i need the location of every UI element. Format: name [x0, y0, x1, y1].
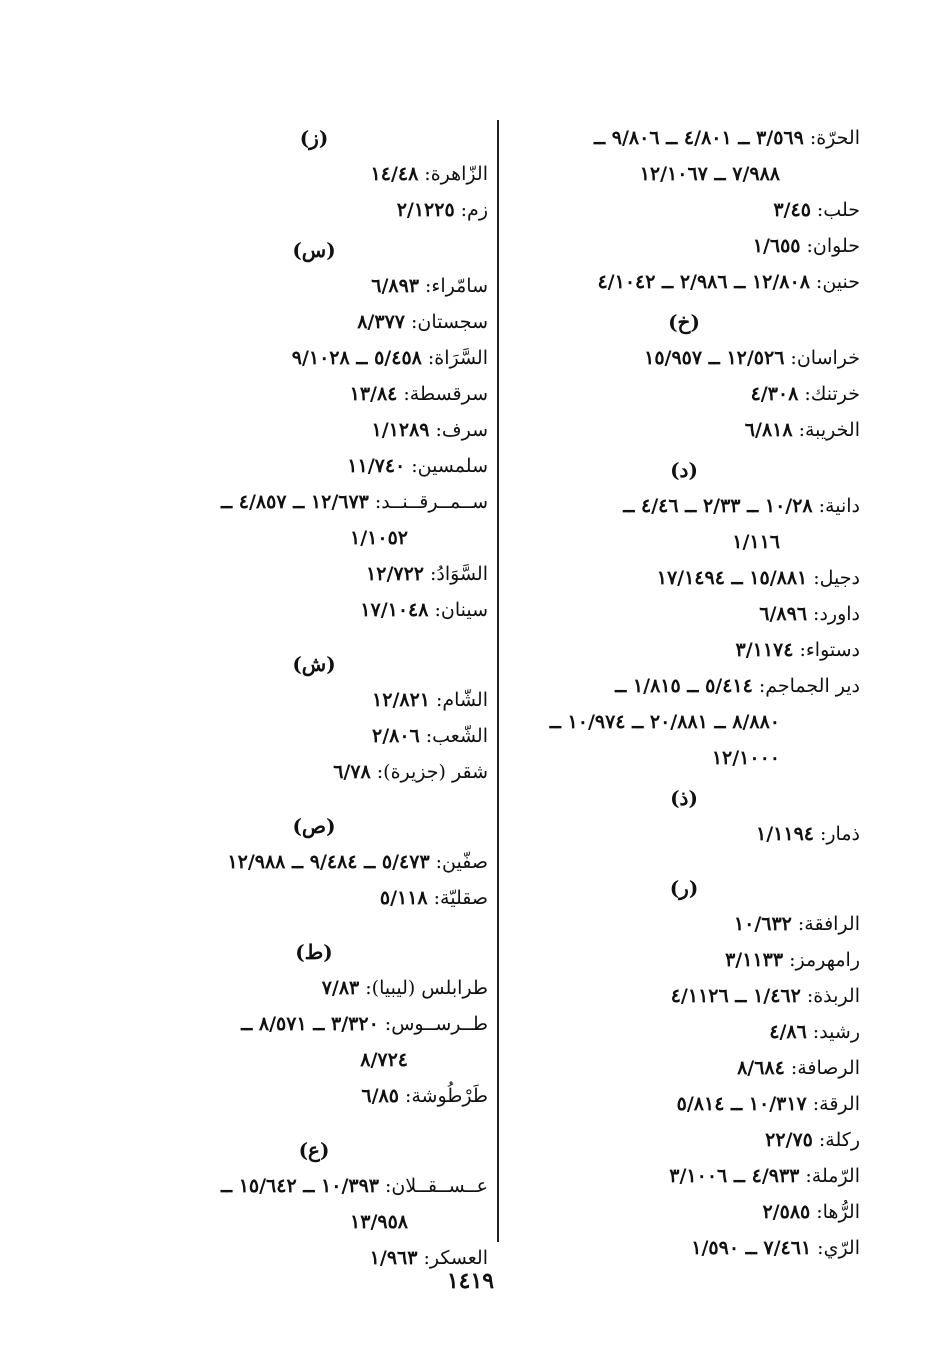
- index-entry: [140, 448, 488, 484]
- page-references: ٧/٤٦١ ــ ١/٥٩٠: [691, 1237, 812, 1259]
- place-name: شقر (جزيرة):: [376, 761, 488, 783]
- section-letter: (ش): [292, 652, 336, 676]
- page-references: ١٥/٨٨١ ــ ١٧/١٤٩٤: [656, 567, 808, 589]
- index-entry: [140, 268, 488, 304]
- page-references: ١/١١٩٤: [756, 823, 814, 845]
- index-entry: [508, 228, 860, 264]
- page-references: ٥/٤٥٨ ــ ٩/١٠٢٨: [291, 347, 422, 369]
- index-entry: [508, 1050, 860, 1086]
- page-references: ١/٤٦٢ ــ ٤/١١٢٦: [670, 985, 801, 1007]
- index-section: [508, 304, 860, 448]
- place-name: صقليّة:: [433, 887, 488, 909]
- page-references-continued: ١٢/١٠٠٠: [711, 747, 780, 769]
- page-references: ١٠/٣٩٣ ــ ١٥/٦٤٢ ــ: [220, 1175, 379, 1197]
- index-entry: [508, 1194, 860, 1230]
- place-name: سلمسين:: [411, 455, 488, 477]
- place-name: دير الجماجم:: [758, 675, 860, 697]
- index-entry: [508, 1230, 860, 1266]
- place-name: ركلة:: [818, 1129, 860, 1151]
- index-entry: [140, 156, 488, 192]
- index-entry: [508, 412, 860, 448]
- page-references: ٧/٨٣: [321, 977, 360, 999]
- index-entry: [508, 1122, 860, 1158]
- index-entry: [508, 120, 860, 156]
- page-references: ٣/١١٣٣: [725, 949, 784, 971]
- page-references: ٥/١١٨: [379, 887, 428, 909]
- index-entry: [140, 192, 488, 228]
- index-entry: [140, 970, 488, 1006]
- page-references-continued: ١/١١٦: [732, 531, 780, 553]
- index-entry: [140, 412, 488, 448]
- place-name: السَّوَادُ:: [430, 563, 488, 585]
- index-section: [140, 1132, 488, 1276]
- left-column: [140, 120, 488, 1280]
- page-references: ٢/١٢٢٥: [396, 199, 455, 221]
- page-references: ٦/٨١٨: [744, 419, 793, 441]
- page-references: ١٢/٨٠٨ ــ ٢/٩٨٦ ــ ٤/١٠٤٢: [597, 271, 810, 293]
- place-name: دجيل:: [813, 567, 860, 589]
- index-entry: [140, 1168, 488, 1204]
- page-references-continued: ٧/٩٨٨ ــ ١٢/١٠٦٧: [639, 163, 780, 185]
- page-references: ١٠/٦٣٢: [733, 913, 792, 935]
- page-references: ١٠/٣١٧ ــ ٥/٨١٤: [676, 1093, 807, 1115]
- place-name: خرتنك:: [804, 383, 860, 405]
- index-entry: [140, 484, 488, 520]
- index-entry: [508, 1086, 860, 1122]
- section-letter: (ط): [295, 940, 333, 964]
- index-entry: [508, 906, 860, 942]
- place-name: رشيد:: [812, 1021, 860, 1043]
- index-entry: [140, 844, 488, 880]
- section-letter: (ع): [298, 1138, 330, 1162]
- place-name: حنين:: [815, 271, 860, 293]
- index-entry: [508, 668, 860, 704]
- place-name: الربذة:: [806, 985, 860, 1007]
- index-entry: [508, 978, 860, 1014]
- place-name: طرابلس (ليبيا):: [365, 977, 488, 999]
- page-references: ١٢/٧٢٢: [366, 563, 425, 585]
- place-name: ســمــرقــنــد:: [374, 491, 488, 513]
- place-name: حلب:: [816, 199, 860, 221]
- page-references: ١٢/٦٧٣ ــ ٤/٨٥٧ ــ: [221, 491, 369, 513]
- index-entry: [508, 596, 860, 632]
- place-name: طــرســوس:: [384, 1013, 488, 1035]
- place-name: الرّي:: [817, 1237, 860, 1259]
- page-references: ٢٢/٧٥: [765, 1129, 813, 1151]
- index-entry: [508, 1158, 860, 1194]
- section-letter: (ر): [669, 876, 699, 900]
- index-entry: [508, 632, 860, 668]
- page-references: ١٠/٢٨ ــ ٢/٣٣ ــ ٤/٤٦ ــ: [623, 495, 813, 517]
- place-name: سينان:: [434, 599, 488, 621]
- place-name: الرافقة:: [797, 913, 860, 935]
- page-references: ٨/٦٨٤: [737, 1057, 785, 1079]
- place-name: زم:: [460, 199, 488, 221]
- place-name: سجستان:: [410, 311, 488, 333]
- place-name: سرف:: [435, 419, 488, 441]
- index-section: [508, 780, 860, 852]
- index-entry: [508, 376, 860, 412]
- place-name: داورد:: [813, 603, 860, 625]
- index-entry: [140, 592, 488, 628]
- page-references: ١٧/١٠٤٨: [360, 599, 429, 621]
- index-entry: [140, 340, 488, 376]
- index-entry: [140, 682, 488, 718]
- index-entry: [508, 942, 860, 978]
- place-name: صفّين:: [435, 851, 488, 873]
- page-references: ٦/٨٩٣: [371, 275, 420, 297]
- index-entry: [140, 1006, 488, 1042]
- index-section: [508, 452, 860, 776]
- column-divider: [497, 120, 499, 1242]
- place-name: خراسان:: [790, 347, 860, 369]
- page-references: ٦/٨٥: [361, 1085, 399, 1107]
- page-references-continued: ٨/٨٨٠ ــ ٢٠/٨٨١ ــ ١٠/٩٧٤ ــ: [549, 711, 780, 733]
- place-name: دستواء:: [799, 639, 860, 661]
- page-references-continued: ١/١٠٥٢: [350, 527, 408, 549]
- page-references: ٣/٣٢٠ ــ ٨/٥٧١ ــ: [241, 1013, 379, 1035]
- page-references: ١/٩٦٣: [369, 1247, 418, 1269]
- page-references: ٢/٨٠٦: [371, 725, 420, 747]
- place-name: الزّاهرة:: [424, 163, 488, 185]
- page-references-continued: ١٣/٩٥٨: [350, 1211, 408, 1233]
- place-name: رامهرمز:: [789, 949, 860, 971]
- page-references-continued: ٨/٧٢٤: [360, 1049, 408, 1071]
- index-section: [140, 120, 488, 228]
- index-entry: [508, 816, 860, 852]
- index-entry: [140, 718, 488, 754]
- page-references: ٤/٩٣٣ ــ ٣/١٠٠٦: [669, 1165, 800, 1187]
- index-section: [140, 646, 488, 790]
- page-references: ١٤/٤٨: [370, 163, 419, 185]
- index-entry: [140, 376, 488, 412]
- place-name: الرُّها:: [816, 1201, 860, 1223]
- section-letter: (د): [670, 458, 698, 482]
- page-references: ١٢/٥٢٦ ــ ١٥/٩٥٧: [644, 347, 785, 369]
- section-letter: (ص): [292, 814, 336, 838]
- page-references: ٦/٨٩٦: [759, 603, 808, 625]
- place-name: السَّرَاة:: [427, 347, 488, 369]
- index-entry: [140, 880, 488, 916]
- page-references: ٥/٤١٤ ــ ١/٨١٥ ــ: [615, 675, 753, 697]
- index-entry: [140, 304, 488, 340]
- place-name: سامّراء:: [425, 275, 488, 297]
- page-references: ١٣/٨٤: [349, 383, 398, 405]
- place-name: عــســقــلان:: [385, 1175, 488, 1197]
- index-entry: [508, 488, 860, 524]
- index-entry: [508, 1014, 860, 1050]
- index-entry: [508, 340, 860, 376]
- place-name: الشّعب:: [425, 725, 488, 747]
- place-name: دانية:: [818, 495, 860, 517]
- page-references: ٤/٨٦: [769, 1021, 807, 1043]
- page-references: ٣/١١٧٤: [735, 639, 794, 661]
- index-entry: [508, 264, 860, 300]
- place-name: الرّملة:: [805, 1165, 860, 1187]
- index-entry: [140, 1078, 488, 1114]
- page-references: ١/٦٥٥: [752, 235, 801, 257]
- index-section: [140, 934, 488, 1114]
- section-letter: (س): [292, 238, 336, 262]
- section-letter: (خ): [668, 310, 700, 334]
- page-references: ١/١٢٨٩: [371, 419, 430, 441]
- index-section: [140, 808, 488, 916]
- page-references: ٤/٣٠٨: [750, 383, 799, 405]
- index-entry: [508, 560, 860, 596]
- page-references: ٢/٥٨٥: [762, 1201, 811, 1223]
- place-name: طَرْطُوشة:: [404, 1085, 488, 1107]
- index-section: [508, 120, 860, 300]
- section-letter: (ذ): [670, 786, 698, 810]
- page-references: ١١/٧٤٠: [347, 455, 406, 477]
- index-entry: [140, 556, 488, 592]
- index-section: [508, 870, 860, 1266]
- section-letter: (ز): [299, 126, 329, 150]
- page-references: ٥/٤٧٣ ــ ٩/٤٨٤ ــ ١٢/٩٨٨: [227, 851, 430, 873]
- page-references: ١٢/٨٢١: [372, 689, 431, 711]
- index-entry: [140, 754, 488, 790]
- right-column: [508, 120, 860, 1270]
- page-references: ٨/٣٧٧: [357, 311, 405, 333]
- page-references: ٣/٤٥: [773, 199, 811, 221]
- place-name: ذمار:: [819, 823, 860, 845]
- place-name: الشّام:: [436, 689, 488, 711]
- place-name: حلوان:: [806, 235, 860, 257]
- place-name: الرقة:: [812, 1093, 860, 1115]
- index-entry: [508, 192, 860, 228]
- place-name: الحرّة:: [809, 127, 860, 149]
- place-name: الرصافة:: [790, 1057, 860, 1079]
- page-number: ١٤١٩: [446, 1268, 495, 1294]
- place-name: سرقسطة:: [403, 383, 488, 405]
- page-references: ٦/٧٨: [333, 761, 371, 783]
- page-references: ٣/٥٦٩ ــ ٤/٨٠١ ــ ٩/٨٠٦ ــ: [594, 127, 804, 149]
- place-name: العسكر:: [423, 1247, 488, 1269]
- index-section: [140, 232, 488, 628]
- place-name: الخريبة:: [798, 419, 860, 441]
